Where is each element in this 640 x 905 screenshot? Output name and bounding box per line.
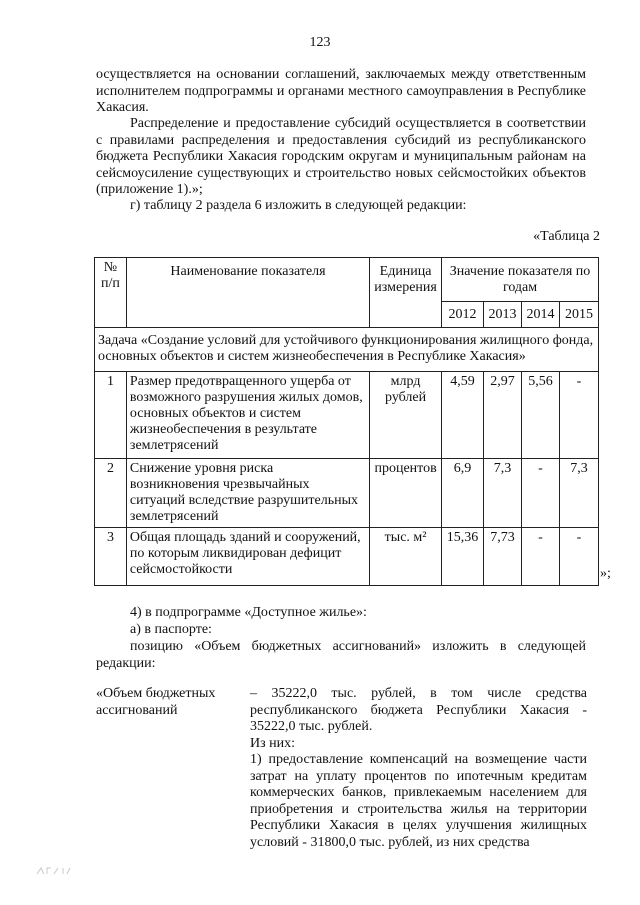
row-3-value-2015: - — [559, 528, 598, 586]
row-1-value-2015: - — [559, 372, 598, 459]
row-1-unit: млрд рублей — [370, 372, 442, 459]
table-row — [95, 372, 599, 459]
definition-body — [250, 686, 587, 851]
closing-quote: »; — [600, 566, 611, 581]
table-row — [95, 528, 599, 586]
table-row — [95, 459, 599, 528]
scan-artifact-mark — [36, 866, 72, 879]
definition-line-2: Из них: — [250, 735, 296, 751]
table-row-task — [95, 328, 599, 372]
row-2-unit: процентов — [370, 459, 442, 528]
row-3-value-2014: - — [522, 528, 560, 586]
row-1-num: 1 — [95, 372, 127, 459]
row-2-value-2015: 7,3 — [559, 459, 598, 528]
header-num: № п/п — [95, 258, 127, 328]
row-2-value-2014: - — [522, 459, 560, 528]
header-year-2015: 2015 — [559, 302, 598, 328]
row-1-name: Размер предотвращенного ущерба от возможного разрушения жилых домов, основных объектов и систем жизнеобеспечения в результате землетрясений — [126, 372, 369, 459]
row-1-value-2013: 2,97 — [484, 372, 522, 459]
definition-label: «Объем бюджетных ассигнований — [96, 686, 216, 718]
row-3-name: Общая площадь зданий и сооружений, по которым ликвидирован дефицит сейсмостойкости — [126, 528, 369, 586]
definition-line-3: 1) предоставление компенсаций на возмещение части затрат на уплату процентов по ипотечным кредитам коммерческих банков, привлекаемым населением для приобретения и строительства жилья на территории Республики Хакасия в целях улучшения жилищных условий - 31800,0 тыс. рублей, из них средства — [250, 752, 587, 850]
paragraph-3: г) таблицу 2 раздела 6 изложить в следующей редакции: — [130, 198, 467, 213]
header-unit: Единица измерения — [370, 258, 442, 328]
after-item-3: позицию «Объем бюджетных ассигнований» изложить в следующей редакции: — [96, 639, 586, 671]
after-item-1: 4) в подпрограмме «Доступное жилье»: — [130, 605, 367, 620]
indicators-table — [94, 257, 599, 586]
row-2-value-2012: 6,9 — [442, 459, 484, 528]
row-1-value-2014: 5,56 — [522, 372, 560, 459]
row-3-value-2013: 7,73 — [484, 528, 522, 586]
header-value: Значение показателя по годам — [442, 258, 599, 302]
table-caption: «Таблица 2 — [533, 229, 600, 244]
header-year-2013: 2013 — [484, 302, 522, 328]
paragraph-2: Распределение и предоставление субсидий осуществляется в соответствии с правилами распределения и предоставления субсидий из республиканского бюджета Республики Хакасия городским округам и муниципальным районам на сейсмоусиление существующих и строительство новых сейсмостойких объектов (приложение 1).»; — [96, 116, 586, 197]
header-year-2014: 2014 — [522, 302, 560, 328]
task-cell: Задача «Создание условий для устойчивого функционирования жилищного фонда, основных объектов и систем жизнеобеспечения в Республике Хакасия» — [95, 328, 599, 372]
header-name: Наименование показателя — [126, 258, 369, 328]
row-1-value-2012: 4,59 — [442, 372, 484, 459]
row-2-num: 2 — [95, 459, 127, 528]
page-number: 123 — [309, 35, 331, 50]
row-2-value-2013: 7,3 — [484, 459, 522, 528]
row-3-num: 3 — [95, 528, 127, 586]
row-3-unit: тыс. м² — [370, 528, 442, 586]
row-2-name: Снижение уровня риска возникновения чрезвычайных ситуаций вследствие разрушительных землетрясений — [126, 459, 369, 528]
header-year-2012: 2012 — [442, 302, 484, 328]
after-item-2: а) в паспорте: — [130, 622, 212, 637]
definition-line-1: – 35222,0 тыс. рублей, в том числе средства республиканского бюджета Республики Хакасия - 35222,0 тыс. рублей. — [250, 686, 587, 734]
row-3-value-2012: 15,36 — [442, 528, 484, 586]
paragraph-1: осуществляется на основании соглашений, заключаемых между ответственным исполнителем подпрограммы и органами местного самоуправления в Республике Хакасия. — [96, 67, 586, 115]
